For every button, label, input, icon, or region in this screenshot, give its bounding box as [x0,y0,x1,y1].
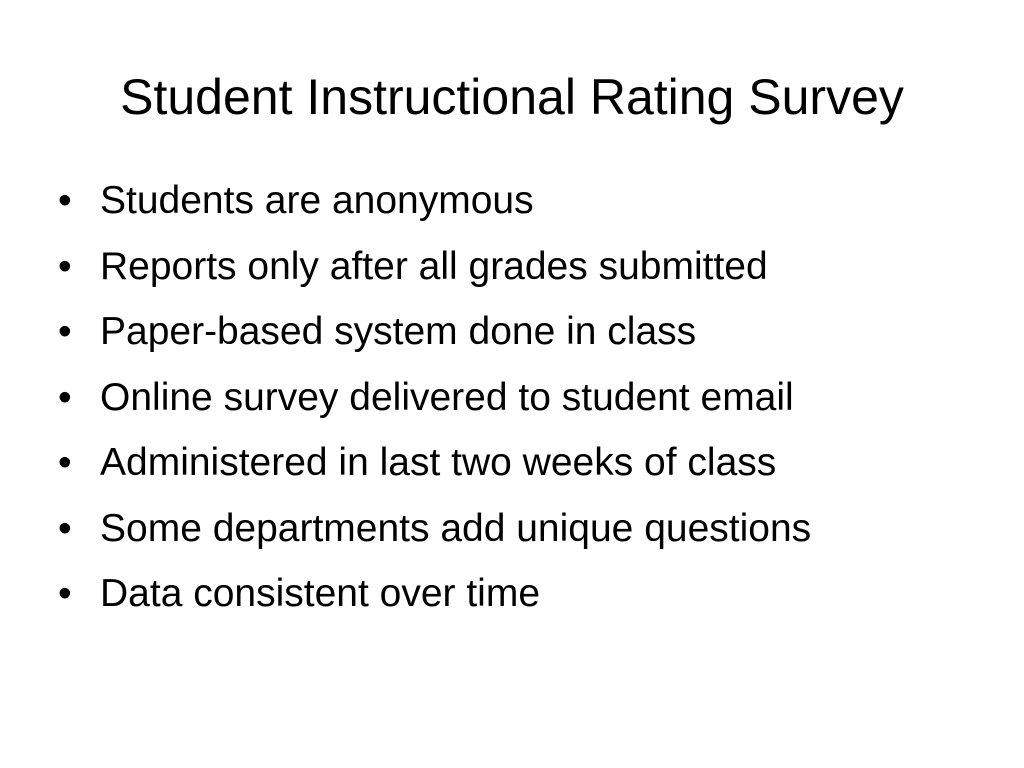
bullet-marker: • [58,506,72,550]
bullet-text: Paper-based system done in class [100,310,697,353]
bullet-item [58,168,811,234]
bullet-text: Data consistent over time [100,572,541,615]
bullet-marker: • [58,310,72,353]
bullet-list [58,168,811,627]
bullet-item [58,496,811,562]
bullet-item [58,561,811,627]
bullet-item [58,299,811,365]
bullet-text: Reports only after all grades submitted [100,244,768,288]
bullet-marker: • [58,244,72,288]
bullet-marker: • [58,179,72,222]
bullet-text: Online survey delivered to student email [100,375,794,419]
slide-title: Student Instructional Rating Survey [120,69,904,125]
bullet-marker: • [58,572,72,615]
bullet-marker: • [58,375,72,419]
bullet-text: Some departments add unique questions [100,506,812,550]
bullet-text: Administered in last two weeks of class [100,441,777,484]
bullet-item [58,430,811,496]
bullet-item [58,365,811,431]
bullet-marker: • [58,441,72,484]
bullet-text: Students are anonymous [100,179,534,222]
bullet-item [58,234,811,300]
